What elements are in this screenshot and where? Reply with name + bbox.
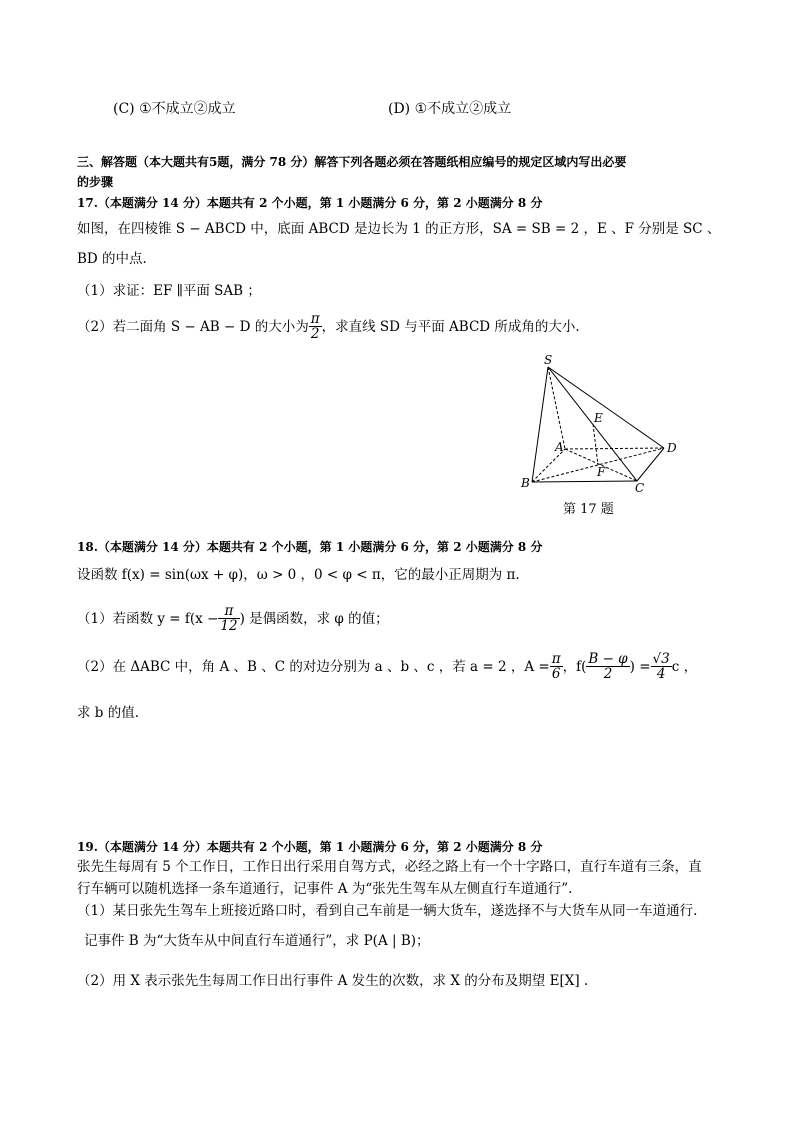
label-B: B: [521, 476, 530, 490]
edge-SC: [548, 367, 637, 481]
option-c: (C) ①不成立②成立: [113, 101, 236, 117]
q18-frac3-denominator: 4: [656, 666, 666, 682]
q18-part1-frac-denominator: 12: [220, 618, 238, 634]
q18-part2-frac3: [651, 652, 672, 681]
q18-part2-mid: ，f(: [562, 658, 587, 675]
label-S: S: [544, 353, 553, 367]
q17-part2-fraction: [309, 312, 322, 341]
q19-part1-line2: 记事件 B 为“大货车从中间直行车道通行”，求 P(A | B)；: [84, 933, 430, 949]
q18-part2: [77, 652, 697, 681]
q18-frac2-denominator: 2: [603, 666, 613, 682]
q18-frac3-numerator: √3: [652, 651, 670, 667]
label-A: A: [555, 440, 564, 454]
section-header-line1: 三、解答题（本大题共有5题，满分 78 分）解答下列各题必须在答题纸相应编号的规定区域内写出必要: [77, 155, 627, 169]
q18-part1-fraction: [218, 604, 239, 633]
q18-part2-frac2: [586, 652, 629, 681]
edge-BC: [532, 481, 637, 482]
q19-stem-line2: 行车辆可以随机选择一条车道通行，记事件 A 为“张先生驾车从左侧直行车道通行”.: [77, 881, 573, 897]
q17-part2: [77, 312, 580, 341]
section-header-line2: 的步骤: [77, 175, 114, 189]
edge-SB: [532, 367, 548, 482]
q18-frac2-numerator: B − φ: [588, 651, 628, 667]
q17-part2-pre: （2）若二面角 S − AB − D 的大小为: [77, 318, 309, 335]
q18-part2-frac1: [550, 652, 563, 681]
q18-part2-post: c ，: [671, 658, 698, 675]
edge-SA: [548, 367, 565, 449]
q19-part2: （2）用 X 表示张先生每周工作日出行事件 A 发生的次数，求 X 的分布及期望 E[X] .: [77, 973, 589, 989]
q18-heading: 18.（本题满分 14 分）本题共有 2 个小题，第 1 小题满分 6 分，第 2 小题满分 8 分: [77, 540, 543, 554]
q18-part1-post: ) 是偶函数，求 φ 的值；: [239, 610, 389, 627]
q18-part1-pre: （1）若函数 y = f(x −: [77, 610, 219, 627]
q18-stem: 设函数 f(x) = sin(ωx + φ)，ω > 0 ，0 < φ < π，它的最小正周期为 π.: [77, 567, 520, 583]
q18-part1: [77, 604, 389, 633]
label-C: C: [635, 481, 645, 495]
label-F: F: [597, 465, 606, 479]
q17-pyramid-figure: [515, 350, 695, 495]
q17-part1: （1）求证：EF ∥平面 SAB ；: [77, 283, 261, 299]
q18-part2-line2: 求 b 的值.: [77, 705, 140, 721]
q19-part1-line1: （1）某日张先生驾车上班接近路口时，看到自己车前是一辆大货车，遂选择不与大货车从同一车道通行.: [77, 903, 698, 919]
edge-CD: [637, 448, 664, 481]
q17-figure-caption: 第 17 题: [563, 502, 614, 517]
q19-heading: 19.（本题满分 14 分）本题共有 2 个小题，第 1 小题满分 6 分，第 2 小题满分 8 分: [77, 840, 543, 854]
q19-stem-line1: 张先生每周有 5 个工作日，工作日出行采用自驾方式，必经之路上有一个十字路口，直行车道有三条，直: [77, 859, 702, 875]
q17-part2-post: ，求直线 SD 与平面 ABCD 所成角的大小.: [321, 318, 580, 335]
label-D: D: [667, 441, 677, 455]
q17-stem-line1: 如图，在四棱锥 S − ABCD 中，底面 ABCD 是边长为 1 的正方形，SA = SB = 2 ，E 、F 分别是 SC 、: [77, 221, 721, 237]
q18-frac1-denominator: 6: [551, 666, 561, 682]
q17-fraction-denominator: 2: [310, 326, 320, 342]
q18-part1-frac-numerator: π: [218, 604, 239, 619]
q17-fraction-numerator: π: [310, 311, 320, 327]
q18-frac1-numerator: π: [551, 651, 561, 667]
edge-SD: [548, 367, 664, 448]
q18-part2-pre: （2）在 ΔABC 中，角 A 、B 、C 的对边分别为 a 、b 、c ，若 a = 2 ，A =: [77, 658, 550, 675]
label-E: E: [594, 411, 603, 425]
q17-stem-line2: BD 的中点.: [77, 251, 147, 267]
q18-part2-eq: ) =: [629, 658, 651, 675]
q17-heading: 17.（本题满分 14 分）本题共有 2 个小题，第 1 小题满分 6 分，第 2 小题满分 8 分: [77, 196, 543, 210]
option-d: (D) ①不成立②成立: [388, 101, 512, 117]
edge-AD: [565, 448, 664, 449]
